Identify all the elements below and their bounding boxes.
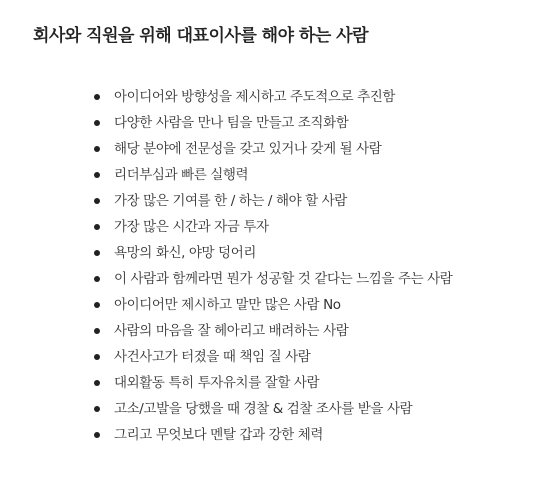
- list-item: [93, 396, 452, 422]
- list-item: [93, 422, 452, 448]
- list-item-text: 대외활동 특히 투자유치를 잘할 사람: [114, 375, 320, 391]
- list-item-text: 사건사고가 터졌을 때 책임 질 사람: [114, 349, 311, 365]
- bullet-icon: [94, 380, 100, 386]
- bullet-icon: [94, 302, 100, 308]
- list-item: [93, 370, 452, 396]
- bullet-icon: [94, 94, 100, 100]
- bullet-icon: [94, 224, 100, 230]
- list-item: [93, 84, 452, 110]
- bullet-icon: [94, 172, 100, 178]
- bullet-icon: [94, 198, 100, 204]
- qualities-list: [93, 84, 452, 448]
- list-item: [93, 240, 452, 266]
- list-item-text: 사람의 마음을 잘 헤아리고 배려하는 사람: [114, 323, 349, 339]
- list-item: [93, 162, 452, 188]
- list-item: [93, 318, 452, 344]
- list-item-text: 가장 많은 시간과 자금 투자: [114, 219, 269, 235]
- list-item-text: 아이디어만 제시하고 말만 많은 사람 No: [114, 297, 341, 313]
- list-item: [93, 110, 452, 136]
- list-item-text: 아이디어와 방향성을 제시하고 주도적으로 추진함: [114, 89, 396, 105]
- bullet-icon: [94, 146, 100, 152]
- list-item: [93, 188, 452, 214]
- list-item-text: 욕망의 화신, 야망 덩어리: [114, 245, 256, 261]
- bullet-icon: [94, 328, 100, 334]
- list-item: [93, 136, 452, 162]
- bullet-icon: [94, 276, 100, 282]
- list-item: [93, 292, 452, 318]
- list-item-text: 다양한 사람을 만나 팀을 만들고 조직화함: [114, 115, 349, 131]
- bullet-icon: [94, 250, 100, 256]
- list-item-text: 리더부심과 빠른 실행력: [114, 167, 249, 183]
- bullet-icon: [94, 406, 100, 412]
- list-item-text: 가장 많은 기여를 한 / 하는 / 해야 할 사람: [114, 193, 347, 209]
- list-item-text: 이 사람과 함께라면 뭔가 성공할 것 같다는 느낌을 주는 사람: [114, 271, 453, 287]
- bullet-icon: [94, 354, 100, 360]
- bullet-icon: [94, 432, 100, 438]
- bullet-icon: [94, 120, 100, 126]
- list-item: [93, 344, 452, 370]
- list-item: [93, 266, 452, 292]
- list-item: [93, 214, 452, 240]
- list-item-text: 고소/고발을 당했을 때 경찰 & 검찰 조사를 받을 사람: [114, 401, 413, 417]
- list-item-text: 해당 분야에 전문성을 갖고 있거나 갖게 될 사람: [114, 141, 382, 157]
- page-heading: 회사와 직원을 위해 대표이사를 해야 하는 사람: [33, 26, 369, 46]
- list-item-text: 그리고 무엇보다 멘탈 갑과 강한 체력: [114, 427, 324, 443]
